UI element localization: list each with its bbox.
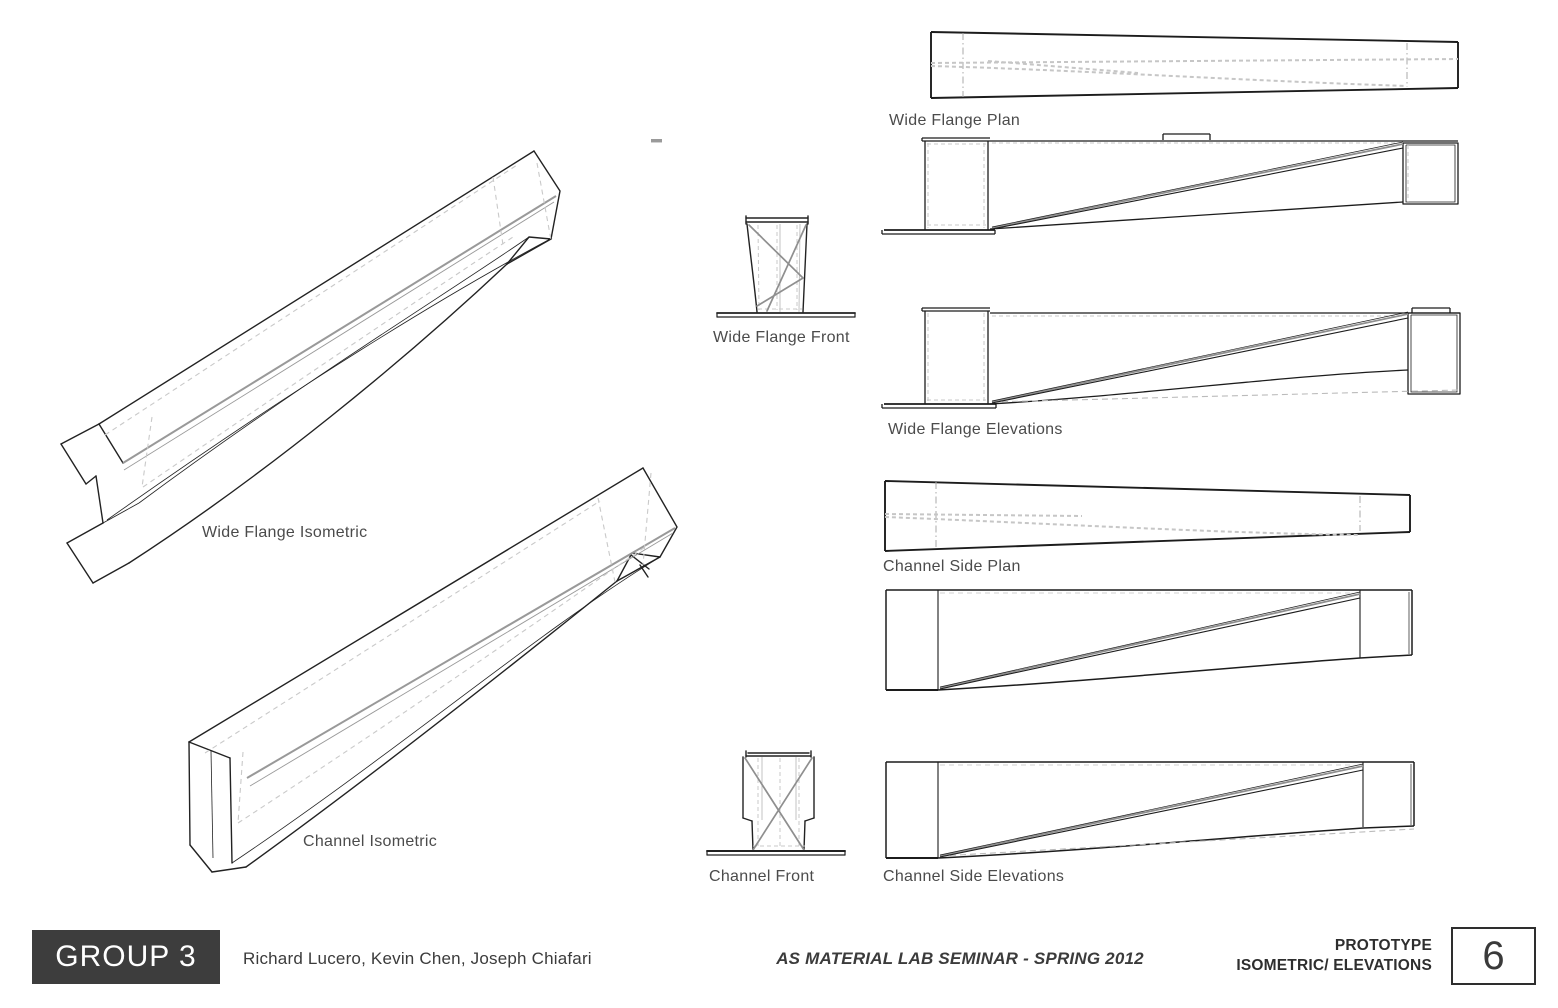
channel-side-elevation-bottom-drawing	[884, 756, 1416, 868]
group-badge: GROUP 3	[32, 930, 220, 984]
wide-flange-plan-drawing	[928, 28, 1460, 100]
channel-side-elevations-label: Channel Side Elevations	[883, 868, 1065, 885]
authors-text: Richard Lucero, Kevin Chen, Joseph Chiafari	[243, 949, 592, 968]
wide-flange-front-label: Wide Flange Front	[713, 329, 850, 346]
stray-mark	[651, 139, 662, 143]
channel-side-elevation-top-drawing	[884, 586, 1416, 694]
channel-side-plan-label: Channel Side Plan	[883, 558, 1021, 575]
sheet-title-line1: PROTOTYPE	[1334, 937, 1432, 954]
page-number-box	[1451, 927, 1536, 985]
seminar-title: AS MATERIAL LAB SEMINAR - SPRING 2012	[776, 949, 1144, 968]
wide-flange-elevations-label: Wide Flange Elevations	[888, 421, 1063, 438]
wide-flange-front-drawing	[700, 210, 870, 345]
wide-flange-elevation-top-drawing	[880, 132, 1462, 240]
channel-front-drawing	[695, 745, 865, 875]
sheet-title	[1236, 936, 1432, 976]
wide-flange-plan-label: Wide Flange Plan	[889, 112, 1021, 129]
wide-flange-elevation-bottom-drawing	[880, 304, 1462, 416]
channel-isometric-label: Channel Isometric	[303, 833, 438, 850]
channel-side-plan-drawing	[882, 476, 1414, 556]
sheet-title-line2: ISOMETRIC/ ELEVATIONS	[1236, 957, 1432, 974]
wide-flange-isometric-label: Wide Flange Isometric	[202, 524, 368, 541]
channel-isometric-drawing	[100, 455, 720, 895]
channel-front-label: Channel Front	[709, 868, 815, 885]
page-number: 6	[1482, 933, 1505, 978]
